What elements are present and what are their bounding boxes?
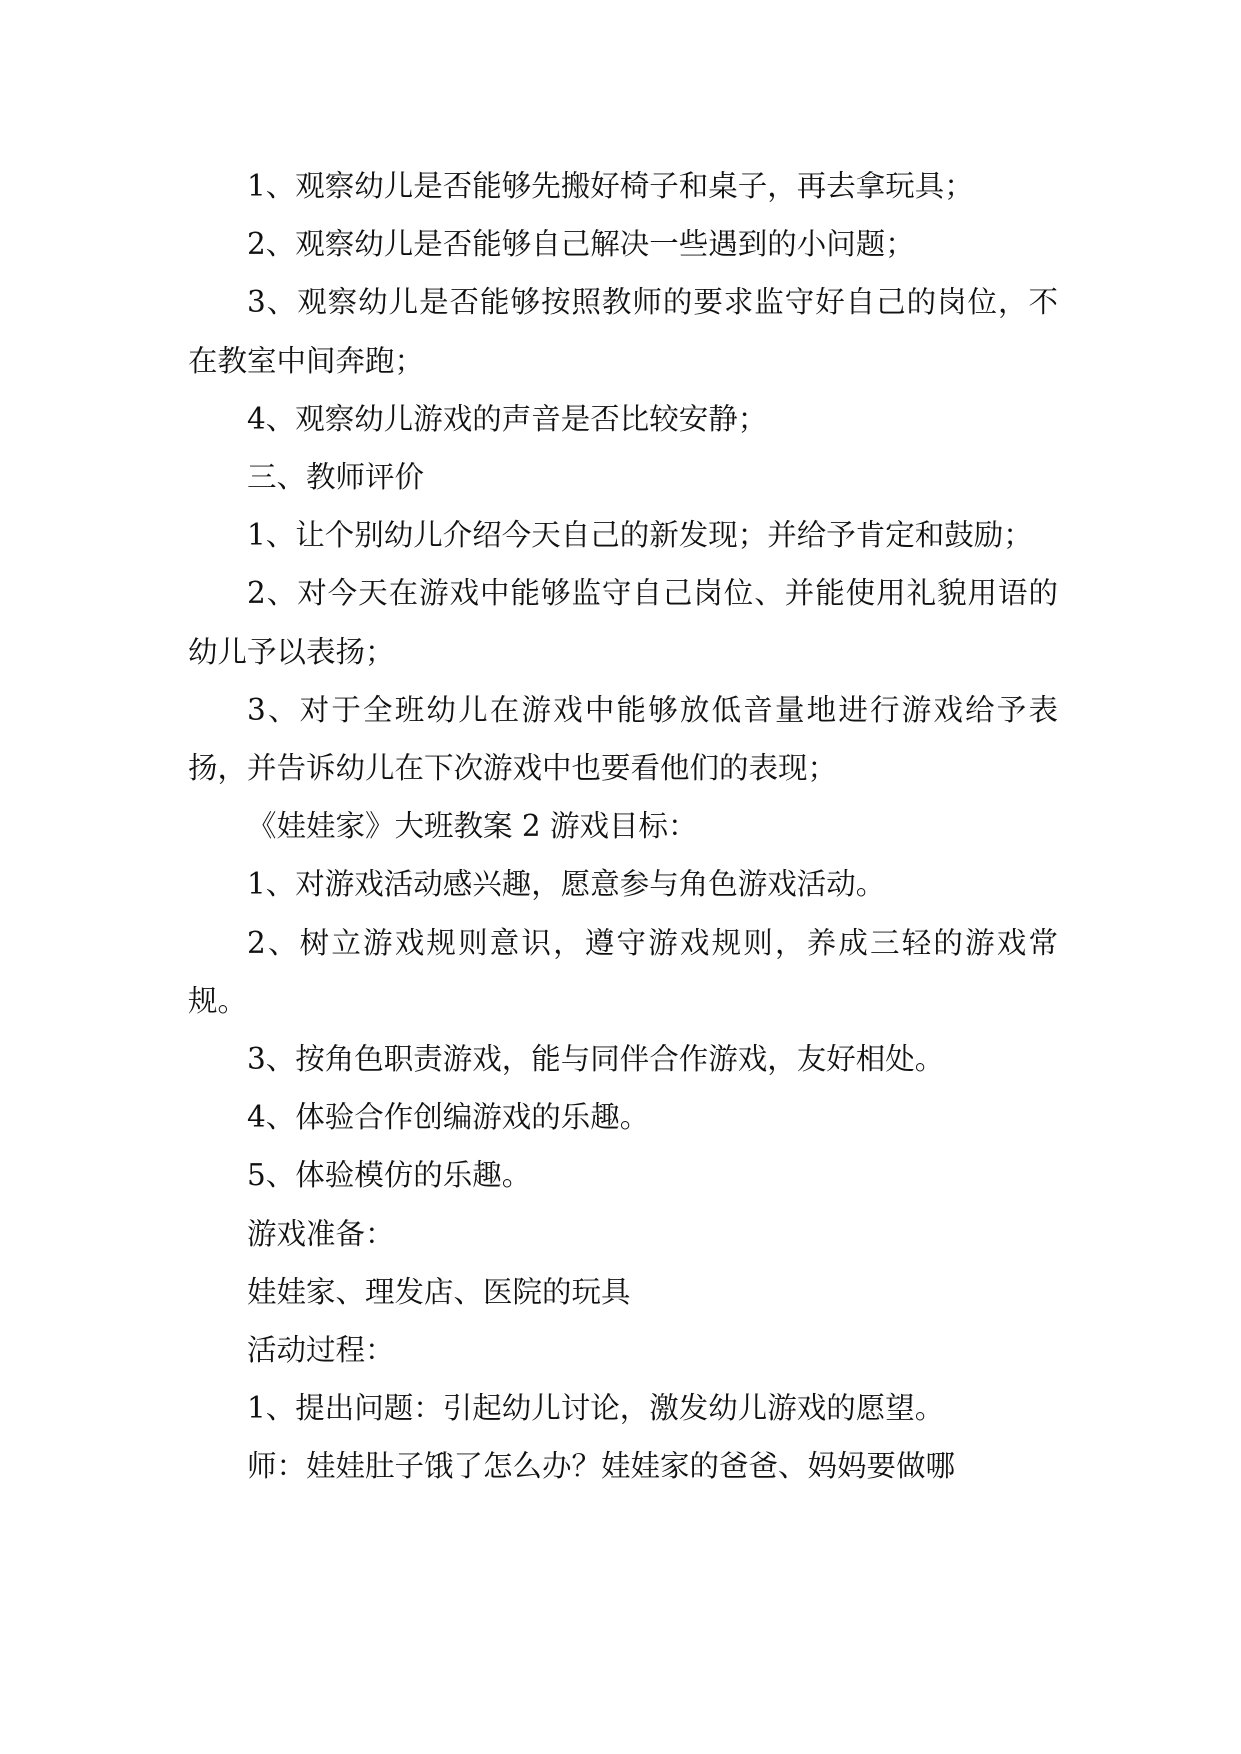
paragraph: 2、观察幼儿是否能够自己解决一些遇到的小问题； [247, 227, 915, 262]
section-heading: 活动过程： [247, 1333, 395, 1368]
paragraph: 师：娃娃肚子饿了怎么办？娃娃家的爸爸、妈妈要做哪 [247, 1449, 956, 1484]
paragraph: 2、树立游戏规则意识，遵守游戏规则，养成三轻的游戏常规。 [188, 925, 1058, 1018]
paragraph: 娃娃家、理发店、医院的玩具 [247, 1274, 631, 1309]
paragraph: 1、观察幼儿是否能够先搬好椅子和桌子，再去拿玩具； [247, 169, 974, 203]
paragraph: 3、观察幼儿是否能够按照教师的要求监守好自己的岗位，不在教室中间奔跑； [188, 285, 1058, 378]
section-heading: 三、教师评价 [247, 460, 425, 495]
lesson-title: 《娃娃家》大班教案 2 游戏目标： [247, 809, 698, 844]
paragraph: 1、对游戏活动感兴趣，愿意参与角色游戏活动。 [247, 867, 886, 902]
paragraph: 1、提出问题：引起幼儿讨论，激发幼儿游戏的愿望。 [247, 1391, 945, 1426]
paragraph: 2、对今天在游戏中能够监守自己岗位、并能使用礼貌用语的幼儿予以表扬； [188, 576, 1058, 669]
document-body [188, 157, 1058, 1496]
section-heading: 游戏准备： [247, 1216, 395, 1251]
paragraph: 5、体验模仿的乐趣。 [247, 1158, 532, 1193]
paragraph: 4、体验合作创编游戏的乐趣。 [247, 1100, 650, 1135]
paragraph: 3、对于全班幼儿在游戏中能够放低音量地进行游戏给予表扬，并告诉幼儿在下次游戏中也要看他们的表现； [188, 692, 1058, 786]
paragraph: 4、观察幼儿游戏的声音是否比较安静； [247, 401, 768, 436]
paragraph: 3、按角色职责游戏，能与同伴合作游戏，友好相处。 [247, 1042, 945, 1077]
paragraph: 1、让个别幼儿介绍今天自己的新发现；并给予肯定和鼓励； [247, 518, 1033, 553]
